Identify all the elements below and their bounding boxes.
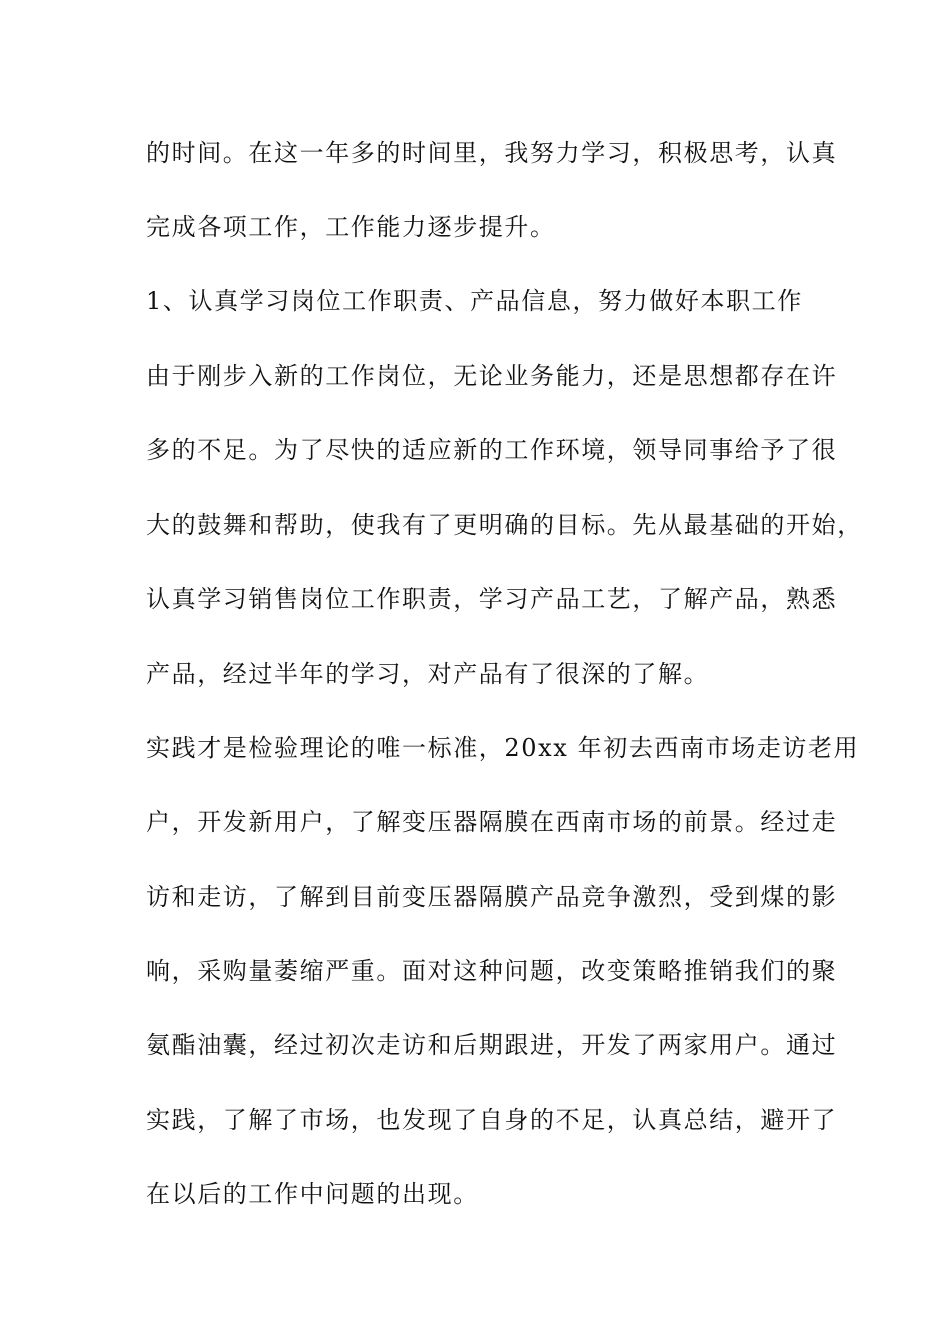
paragraph-line: 多的不足。为了尽快的适应新的工作环境，领导同事给予了很 bbox=[146, 436, 838, 464]
paragraph-line: 的时间。在这一年多的时间里，我努力学习，积极思考，认真 bbox=[146, 139, 838, 167]
paragraph-line: 产品，经过半年的学习，对产品有了很深的了解。 bbox=[146, 660, 710, 688]
paragraph-line: 响，采购量萎缩严重。面对这种问题，改变策略推销我们的聚 bbox=[146, 957, 838, 985]
paragraph-line: 由于刚步入新的工作岗位，无论业务能力，还是思想都存在许 bbox=[146, 362, 838, 390]
paragraph-line: 完成各项工作，工作能力逐步提升。 bbox=[146, 213, 556, 241]
paragraph-line: 户，开发新用户，了解变压器隔膜在西南市场的前景。经过走 bbox=[146, 808, 838, 836]
section-heading: 1、认真学习岗位工作职责、产品信息，努力做好本职工作 bbox=[146, 287, 803, 315]
paragraph-line: 实践，了解了市场，也发现了自身的不足，认真总结，避开了 bbox=[146, 1106, 838, 1134]
paragraph-line: 实践才是检验理论的唯一标准，20xx 年初去西南市场走访老用 bbox=[146, 734, 860, 762]
paragraph-line: 访和走访，了解到目前变压器隔膜产品竞争激烈，受到煤的影 bbox=[146, 883, 838, 911]
paragraph-line: 认真学习销售岗位工作职责，学习产品工艺，了解产品，熟悉 bbox=[146, 585, 838, 613]
paragraph-line: 大的鼓舞和帮助，使我有了更明确的目标。先从最基础的开始， bbox=[146, 511, 863, 539]
paragraph-line: 氨酯油囊，经过初次走访和后期跟进，开发了两家用户。通过 bbox=[146, 1031, 838, 1059]
paragraph-line: 在以后的工作中问题的出现。 bbox=[146, 1180, 479, 1208]
